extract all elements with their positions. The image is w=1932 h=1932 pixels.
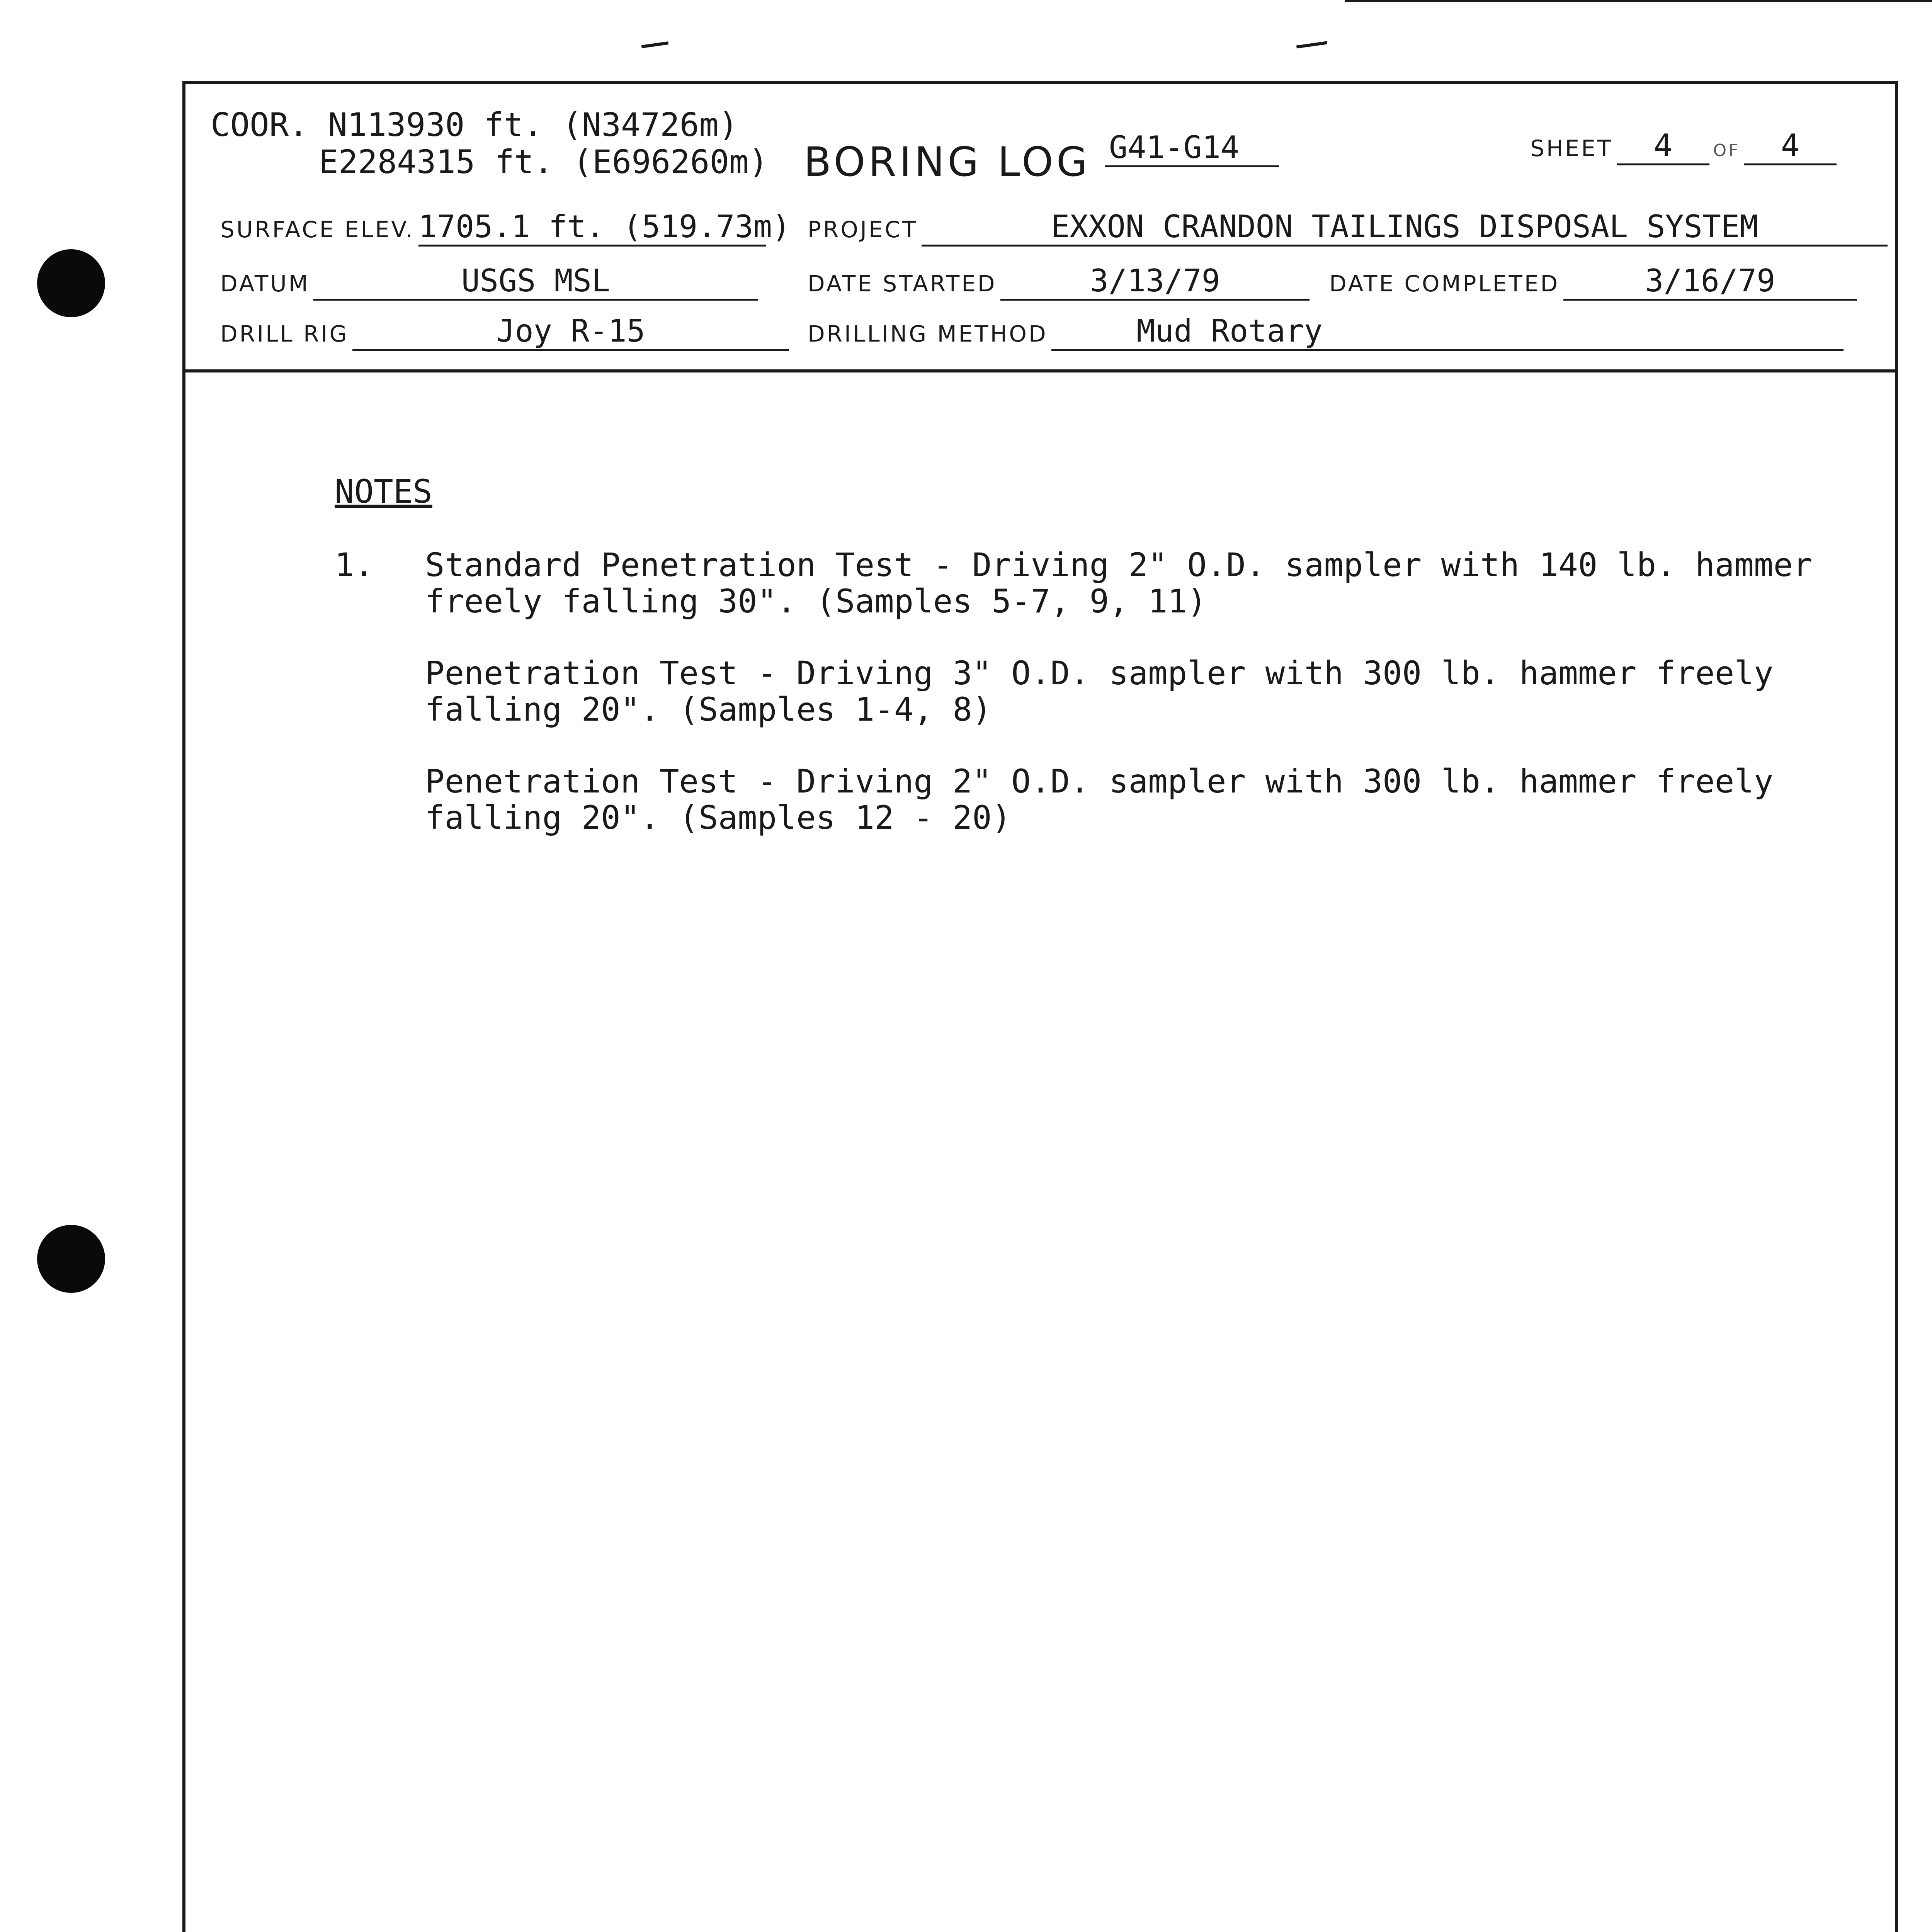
note-line: Penetration Test - Driving 2" O.D. sampler with 300 lb. hammer freely [425, 762, 1774, 800]
note-line: freely falling 30". (Samples 5-7, 9, 11) [425, 582, 1207, 620]
note-paragraph [425, 655, 1774, 728]
sheet-of-label: OF [1713, 141, 1740, 160]
scan-mark [1296, 41, 1327, 48]
boring-log-frame [182, 81, 1898, 1932]
surface-elev-label: SURFACE ELEV. [220, 216, 415, 243]
surface-elev-value: 1705.1 ft. (519.73m) [418, 209, 766, 247]
date-completed-label: DATE COMPLETED [1329, 270, 1560, 297]
note-paragraph [425, 763, 1774, 836]
note-line: falling 20". (Samples 1-4, 8) [425, 690, 992, 728]
date-completed-value: 3/16/79 [1563, 263, 1857, 301]
sheet-field [1530, 128, 1837, 165]
note-line: Standard Penetration Test - Driving 2" O.D. sampler with 140 lb. hammer [425, 546, 1813, 584]
note-paragraph [425, 547, 1813, 619]
easting-value: E2284315 ft. (E696260m) [319, 143, 769, 181]
datum-field [220, 263, 758, 301]
sheet-label: SHEET [1530, 135, 1613, 162]
note-line: falling 20". (Samples 12 - 20) [425, 799, 1012, 837]
date-started-label: DATE STARTED [808, 270, 997, 297]
project-field [808, 209, 1888, 247]
drilling-method-field [808, 313, 1844, 351]
sheet-number: 4 [1617, 128, 1709, 165]
drill-rig-field [220, 313, 789, 351]
boring-id: G41-G14 [1105, 129, 1279, 167]
project-label: PROJECT [808, 216, 918, 243]
northing-value: N113930 ft. (N34726m) [328, 106, 738, 144]
drill-rig-value: Joy R-15 [352, 313, 789, 351]
sheet-total: 4 [1744, 128, 1837, 165]
drilling-method-label: DRILLING METHOD [808, 321, 1048, 347]
date-started-field [808, 263, 1310, 301]
datum-label: DATUM [220, 270, 310, 297]
surface-elev-field [220, 209, 791, 247]
binder-hole-top [37, 249, 105, 317]
binder-hole-middle [37, 1225, 105, 1293]
drilling-method-value: Mud Rotary [1051, 313, 1844, 351]
coordinates-block [211, 106, 768, 180]
drill-rig-label: DRILL RIG [220, 321, 349, 347]
datum-value: USGS MSL [313, 263, 758, 301]
scan-mark [641, 41, 668, 48]
coordinates-label: COOR. [211, 106, 308, 144]
note-number: 1. [335, 546, 374, 584]
notes-heading: NOTES [335, 473, 432, 510]
header-divider [182, 369, 1898, 372]
date-completed-field [1329, 263, 1857, 301]
scan-edge-line [1345, 0, 1932, 2]
note-line: Penetration Test - Driving 3" O.D. sampler with 300 lb. hammer freely [425, 654, 1774, 692]
date-started-value: 3/13/79 [1000, 263, 1310, 301]
project-value: EXXON CRANDON TAILINGS DISPOSAL SYSTEM [922, 209, 1888, 247]
boring-log-title: BORING LOG [804, 138, 1091, 185]
